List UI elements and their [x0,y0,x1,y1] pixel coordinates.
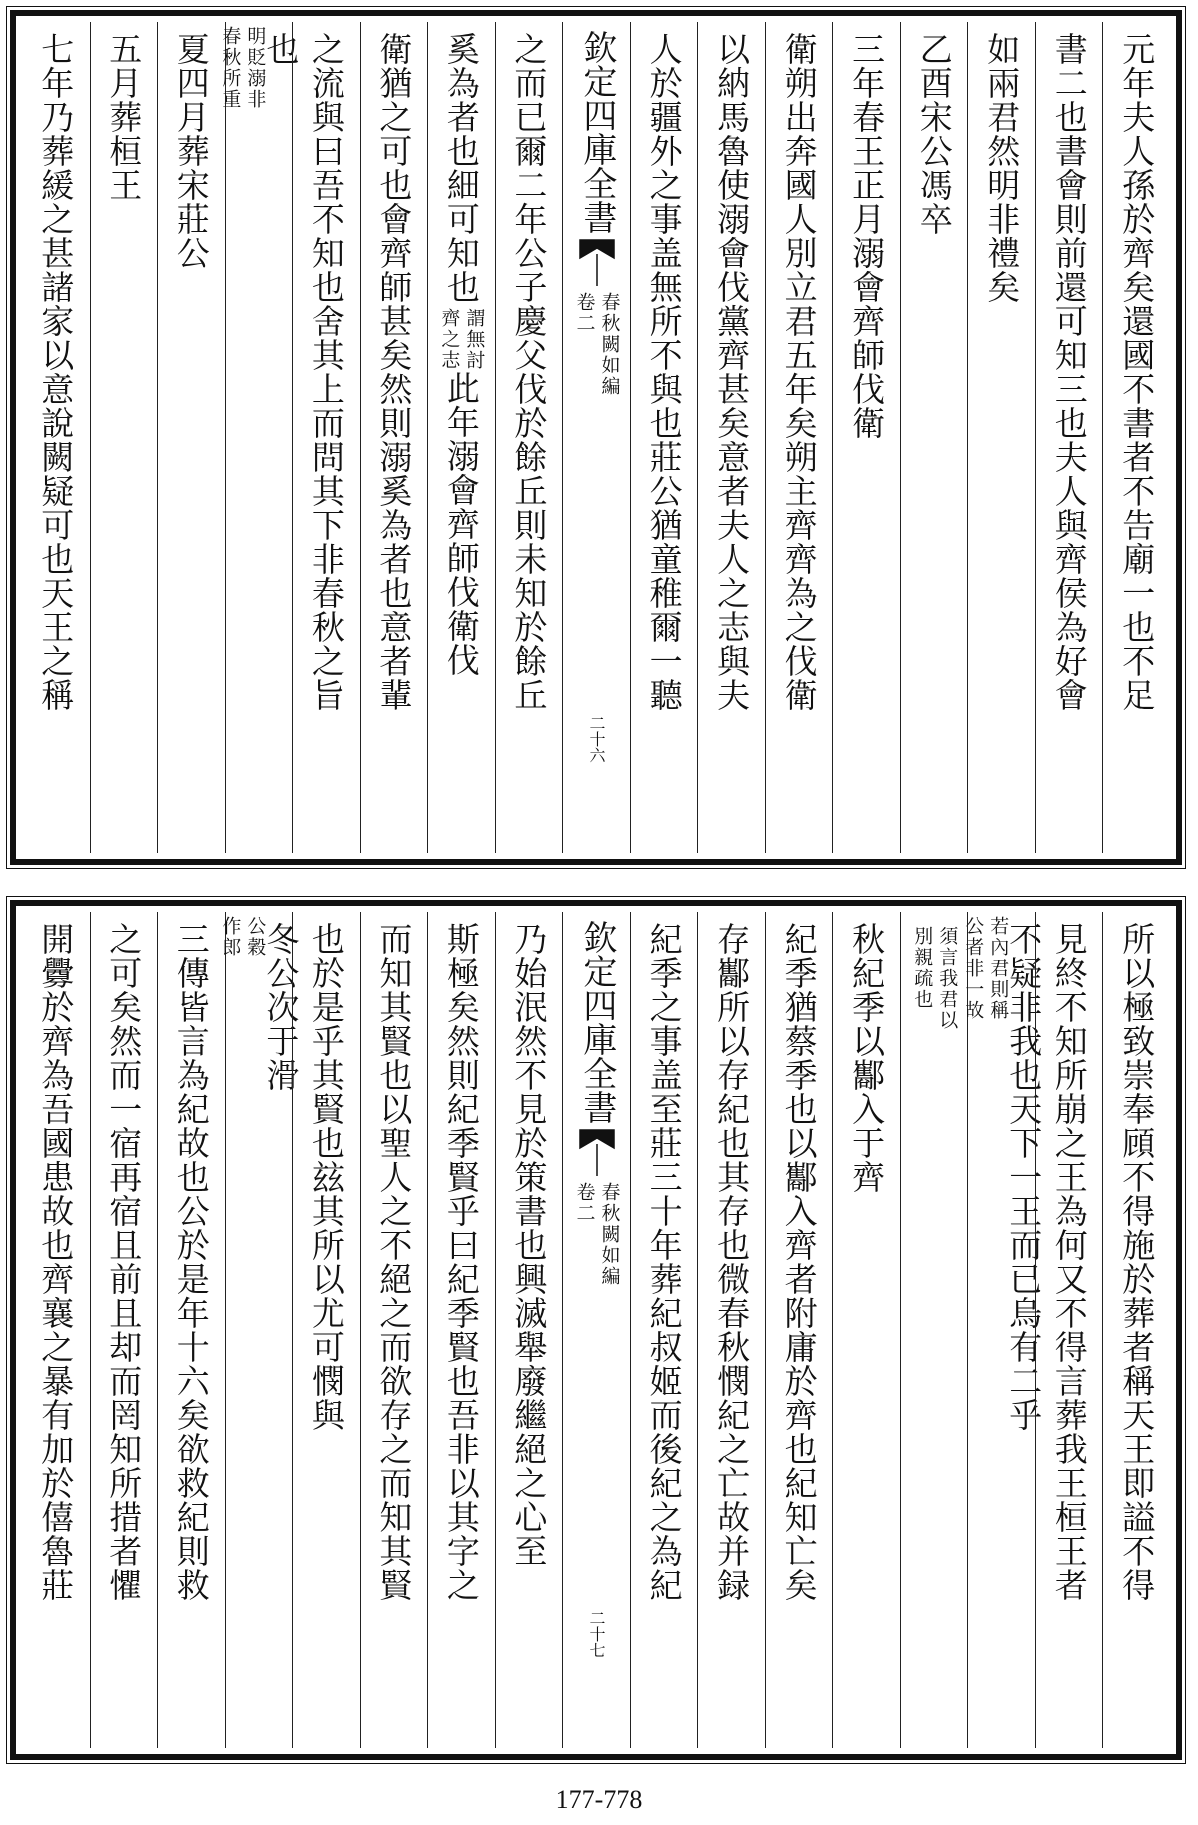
commentary-line: 謂無討 [463,308,486,371]
text-column [495,22,563,853]
column-content [914,22,954,853]
text-column [962,912,1044,1748]
main-text: 五月葬桓王 [104,32,144,202]
main-text: 之流與曰吾不知也舍其上而問其下非春秋之旨 [306,32,346,712]
column-content [1117,22,1157,853]
commentary-line: 齊之志 [438,308,461,371]
text-column [90,22,158,853]
column-content [1117,912,1157,1748]
commentary-note [219,22,267,110]
volume-label: 卷二 [573,292,596,334]
main-text: 書二也書會則前還可知三也夫人與齊侯為好會 [1049,32,1089,712]
column-content [171,912,211,1748]
column-content [509,22,549,853]
text-column [1102,912,1170,1748]
text-column [900,22,968,853]
text-column [630,22,698,853]
bottom-page-frame [10,900,1182,1760]
column-content [36,22,76,853]
center-fold-margin [562,912,630,1748]
text-column [292,22,360,853]
column-content [441,912,481,1748]
commentary-note [911,912,959,1031]
column-content [644,22,684,853]
commentary-line: 別親疏也 [911,926,934,1010]
running-title-block [575,292,619,397]
leaf-page-number: 二十七 [587,1610,606,1658]
main-text: 紀季猶蔡季也以酅入齊者附庸於齊也紀知亡矣 [779,922,819,1602]
main-text: 之可矣然而一宿再宿且前且却而罔知所措者懼 [104,922,144,1602]
text-column [630,912,698,1748]
top-page-frame [10,10,1182,865]
text-column [832,22,900,853]
main-text: 衛朔出奔國人別立君五年矣朔主齊齊為之伐衛 [779,32,819,712]
main-text: 所以極致崇奉頋不得施於葬者稱天王即謚不得 [1117,922,1157,1602]
main-text: 衛猶之可也會齊師甚矣然則溺奚為者也意者輩 [374,32,414,712]
main-text: 開釁於齊為吾國患故也齊襄之暴有加於僖魯莊 [36,922,76,1602]
column-content [982,22,1022,853]
main-text: 秋紀季以酅入于齊 [847,922,887,1194]
column-content [509,912,549,1748]
book-title: 欽定四庫全書 [576,920,617,1124]
column-content [779,22,819,853]
column-content [374,22,414,853]
commentary-line: 公者非一故 [962,916,985,1021]
text-column [360,22,428,853]
column-content [306,912,346,1748]
text-column [219,22,301,853]
commentary-line: 明貶溺非 [244,26,267,110]
main-text: 乃始泯然不見於策書也興滅舉廢繼絕之心至 [509,922,549,1568]
text-column [22,22,90,853]
page-footer-number: 177-778 [555,1785,643,1814]
main-text: 也 [261,32,301,66]
column-content [306,22,346,853]
running-title-block [575,1182,619,1287]
main-text: 冬公次于滑 [261,922,301,1092]
fishtail-mark-icon [580,1130,614,1176]
commentary-line: 公穀 [244,916,267,958]
main-text: 而知其賢也以聖人之不絕之而欲存之而知其賢 [374,922,414,1602]
text-column [157,22,225,853]
main-text: 存酅所以存紀也其存也微春秋憫紀之亡故并録 [712,922,752,1602]
text-column [697,22,765,853]
column-content [847,22,887,853]
main-text: 三年春王正月溺會齊師伐衛 [847,32,887,440]
column-content [1049,22,1089,853]
text-column [697,912,765,1748]
text-column [157,912,225,1748]
main-text: 紀季之事盖至莊三十年葬紀叔姬而後紀之為紀 [644,922,684,1602]
main-text: 奚為者也細可知也 [441,32,481,304]
commentary-line: 若內君則稱 [987,916,1010,1021]
main-text: 斯極矣然則紀季賢乎曰紀季賢也吾非以其字之 [441,922,481,1602]
commentary-note [219,912,267,958]
text-column [765,22,833,853]
text-column [1035,22,1103,853]
main-text: 七年乃葬緩之甚諸家以意說闕疑可也天王之稱 [36,32,76,712]
top-page-columns [22,22,1170,853]
column-content [712,22,752,853]
text-column [360,912,428,1748]
text-column [765,912,833,1748]
column-content [36,912,76,1748]
column-content [219,912,301,1748]
main-text: 以納馬魯使溺會伐黨齊甚矣意者夫人之志與夫 [712,32,752,712]
main-text: 三傳皆言為紀故也公於是年十六矣欲救紀則救 [171,922,211,1602]
running-title: 春秋闕如編 [598,1182,621,1287]
main-text: 如兩君然明非禮矣 [982,32,1022,304]
text-column [427,22,495,853]
column-content [171,22,211,853]
text-column [832,912,900,1748]
text-column [1102,22,1170,853]
text-column [900,912,968,1748]
text-column [1035,912,1103,1748]
main-text: 之而已爾二年公子慶父伐於餘丘則未知於餘丘 [509,32,549,712]
commentary-note [962,912,1010,1021]
column-content [1049,912,1089,1748]
text-column [292,912,360,1748]
leaf-page-number: 二十六 [587,715,606,763]
main-text: 見終不知所崩之王為何又不得言葬我王桓王者 [1049,922,1089,1602]
bottom-page-columns [22,912,1170,1748]
book-title: 欽定四庫全書 [576,30,617,234]
column-content [104,912,144,1748]
volume-label: 卷二 [573,1182,596,1224]
commentary-line: 須言我君以 [936,926,959,1031]
text-column [967,22,1035,853]
column-content [374,912,414,1748]
main-text-continued: 此年溺會齊師伐衛伐 [441,371,481,677]
text-column [427,912,495,1748]
main-text: 不疑非我也天下一王而已烏有二乎 [1004,922,1044,1432]
main-text: 夏四月葬宋莊公 [171,32,211,270]
running-title: 春秋闕如編 [598,292,621,397]
column-content [712,912,752,1748]
column-content [779,912,819,1748]
main-text: 元年夫人孫於齊矣還國不書者不告廟一也不足 [1117,32,1157,712]
commentary-line: 作郎 [219,916,242,958]
column-content [911,912,959,1748]
center-fold-margin [562,22,630,853]
main-text: 乙酉宋公馮卒 [914,32,954,236]
column-content [962,912,1044,1748]
column-content [847,912,887,1748]
text-column [219,912,301,1748]
text-column [22,912,90,1748]
column-content [438,22,486,853]
fishtail-mark-icon [580,240,614,286]
commentary-note [438,304,486,371]
main-text: 也於是乎其賢也玆其所以尤可憫與 [306,922,346,1432]
text-column [90,912,158,1748]
commentary-line: 春秋所重 [219,26,242,110]
text-column [495,912,563,1748]
column-content [104,22,144,853]
column-content [644,912,684,1748]
main-text: 人於疆外之事盖無所不與也莊公猶童稚爾一聽 [644,32,684,712]
column-content [219,22,301,853]
